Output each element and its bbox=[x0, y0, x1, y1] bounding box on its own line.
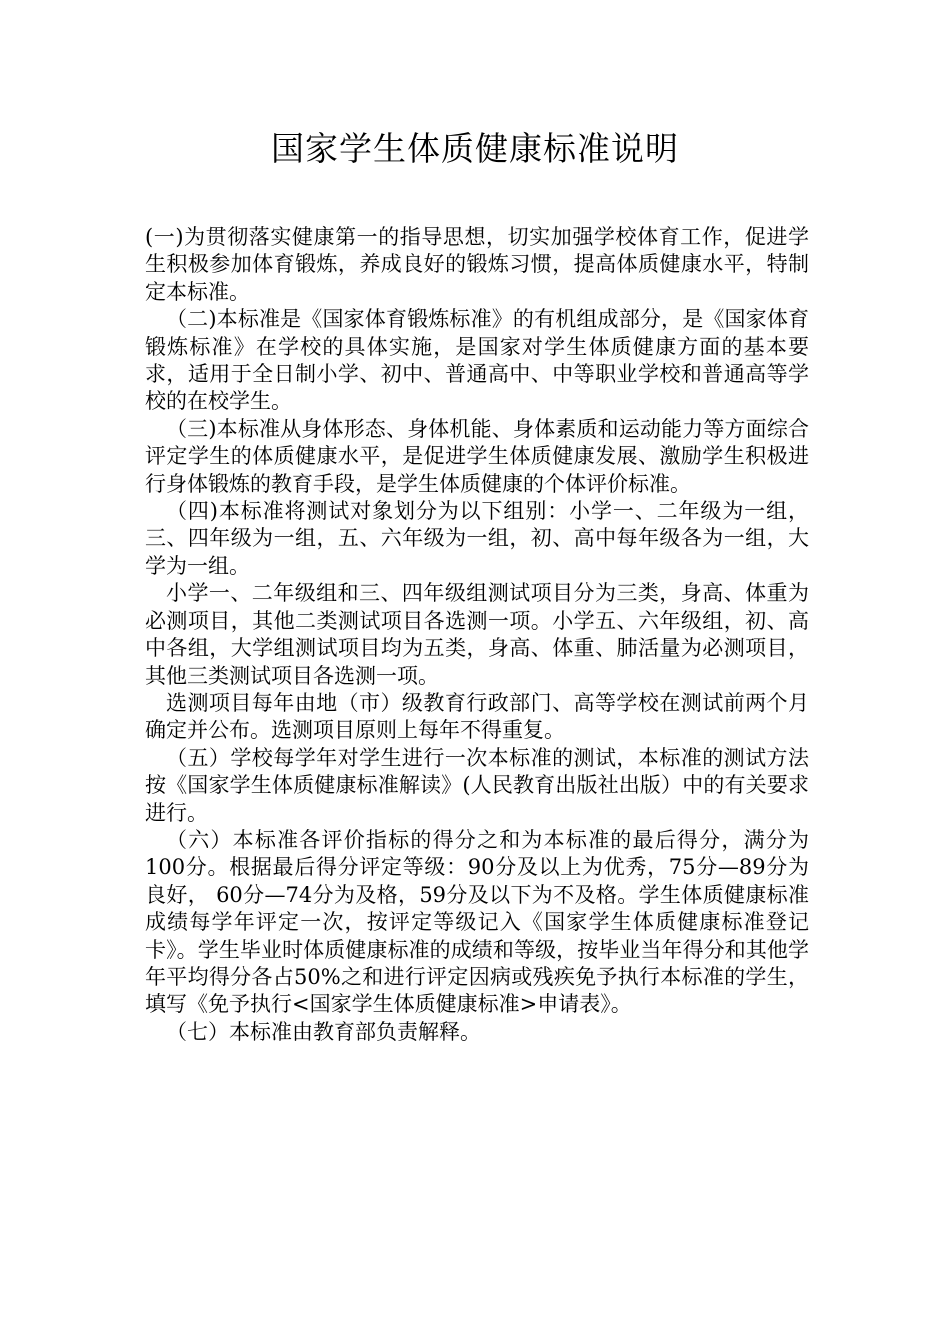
paragraph-7: （五）学校每学年对学生进行一次本标准的测试，本标准的测试方法按《国家学生体质健康标准解读》(人民教育出版社出版）中的有关要求进行。 bbox=[145, 745, 809, 825]
document-title: 国家学生体质健康标准说明 bbox=[271, 129, 679, 168]
paragraph-6: 选测项目每年由地（市）级教育行政部门、高等学校在测试前两个月确定并公布。选测项目原则上每年不得重复。 bbox=[145, 690, 809, 743]
paragraph-9: （七）本标准由教育部负责解释。 bbox=[166, 1019, 481, 1044]
paragraph-1: (一)为贯彻落实健康第一的指导思想，切实加强学校体育工作，促进学生积极参加体育锻炼，养成良好的锻炼习惯，提高体质健康水平，特制定本标准。 bbox=[145, 225, 809, 304]
paragraph-5: 小学一、二年级组和三、四年级组测试项目分为三类，身高、体重为必测项目，其他二类测试项目各选测一项。小学五、六年级组，初、高中各组，大学组测试项目均为五类，身高、体重、肺活量为必测项目，其他三类测试项目各选测一项。 bbox=[145, 581, 809, 688]
paragraph-3: （三)本标准从身体形态、身体机能、身体素质和运动能力等方面综合评定学生的体质健康水平，是促进学生体质健康发展、激励学生积极进行身体锻炼的教育手段，是学生体质健康的个体评价标准。 bbox=[145, 416, 809, 496]
paragraph-4: （四)本标准将测试对象划分为以下组别：小学一、二年级为一组，三、四年级为一组，五、六年级为一组，初、高中每年级各为一组，大学为一组。 bbox=[145, 499, 809, 578]
document-body bbox=[145, 224, 809, 1046]
paragraph-2: （二)本标准是《国家体育锻炼标准》的有机组成部分，是《国家体育锻炼标准》在学校的具体实施，是国家对学生体质健康方面的基本要求，适用于全日制小学、初中、普通高中、中等职业学校和普通高等学校的在校学生。 bbox=[145, 307, 809, 414]
paragraph-8: （六）本标准各评价指标的得分之和为本标准的最后得分，满分为100分。根据最后得分评定等级：90分及以上为优秀，75分—89分为良好， 60分—74分为及格，59分及以下为不及格。学生体质健康标准成绩每学年评定一次，按评定等级记入《国家学生体质健康标准登记卡》。学生毕业时体质健康标准的成绩和等级，按毕业当年得分和其他学年平均得分各占50%之和进行评定因病或残疾免予执行本标准的学生，填写《免予执行<国家学生体质健康标准>申请表》。 bbox=[145, 827, 809, 1017]
